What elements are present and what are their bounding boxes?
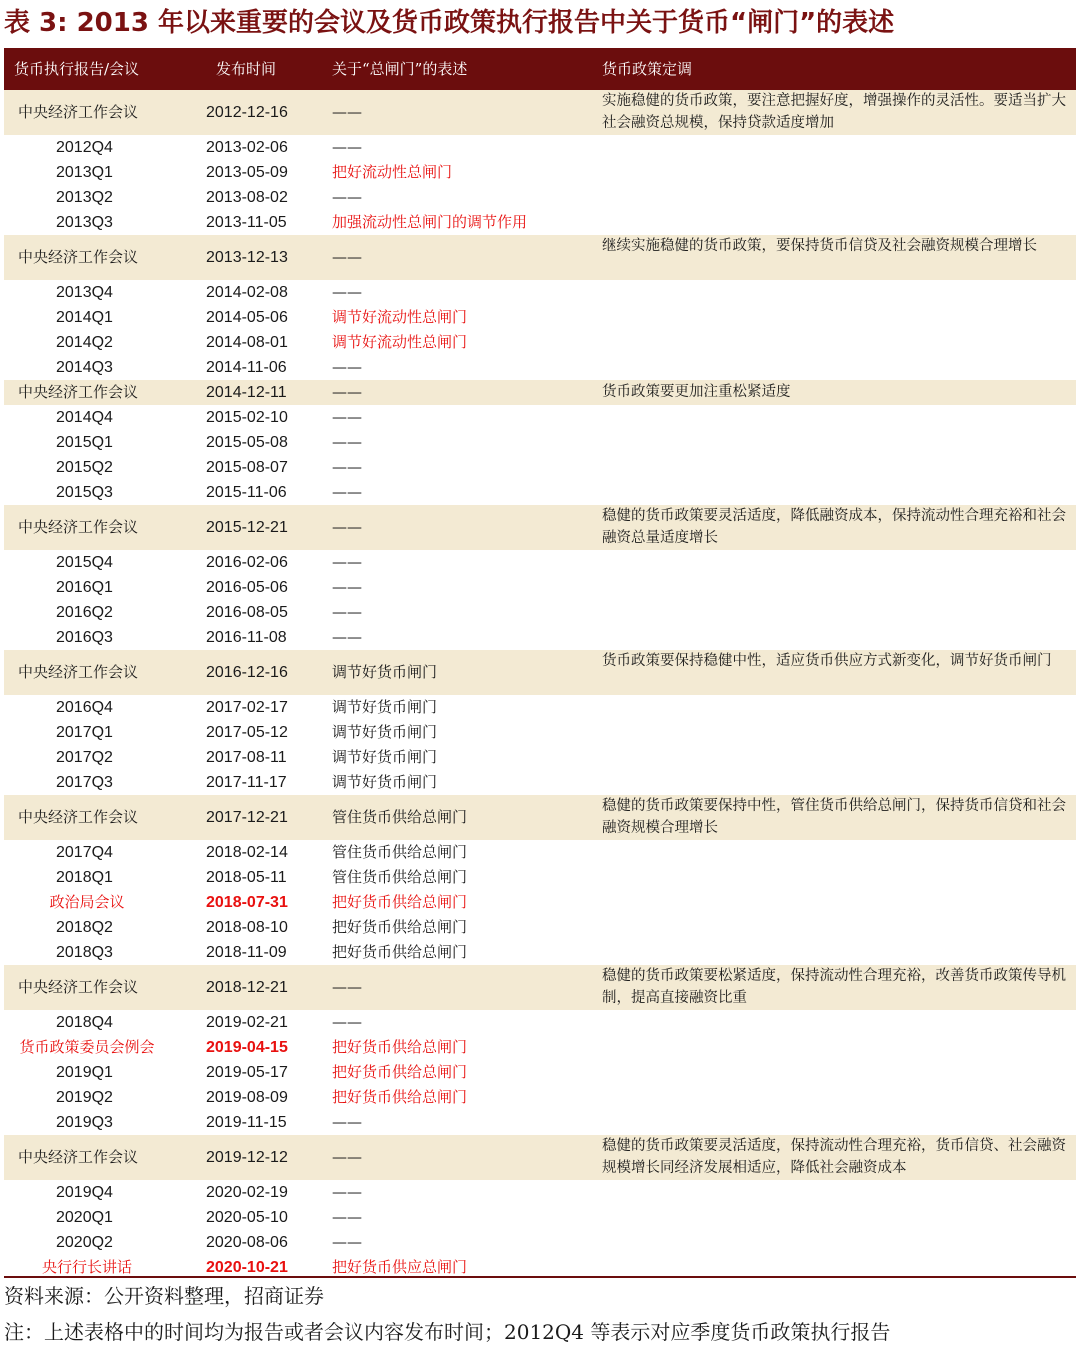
- row-date: 2017-08-11: [206, 749, 287, 766]
- row-date: 2015-12-21: [206, 519, 288, 536]
- row-date: 2014-11-06: [206, 359, 287, 376]
- row-name: 货币政策委员会例会: [19, 1038, 155, 1056]
- row-gate-statement: ——: [332, 1013, 362, 1031]
- row-name: 2018Q4: [56, 1014, 113, 1031]
- row-gate-statement: 管住货币供给总闸门: [332, 843, 468, 861]
- row-date: 2020-05-10: [206, 1209, 288, 1226]
- row-date: 2017-05-12: [206, 724, 288, 741]
- quarterly-report-row: [4, 455, 1076, 480]
- row-name: 2020Q1: [56, 1209, 113, 1226]
- quarterly-report-row: [4, 210, 1076, 235]
- row-gate-statement: 把好货币供给总闸门: [332, 943, 468, 961]
- quarterly-report-row: [4, 915, 1076, 940]
- quarterly-report-row: [4, 160, 1076, 185]
- row-name: 2017Q2: [56, 749, 113, 766]
- row-gate-statement: ——: [332, 1208, 362, 1226]
- row-name: 中央经济工作会议: [18, 383, 139, 401]
- row-gate-statement: 调节好流动性总闸门: [332, 308, 468, 326]
- row-date: 2016-12-16: [206, 664, 288, 681]
- row-name: 中央经济工作会议: [18, 248, 139, 266]
- row-date: 2017-12-21: [206, 809, 288, 826]
- row-name: 2016Q1: [56, 579, 113, 596]
- table-title: 表 3: 2013 年以来重要的会议及货币政策执行报告中关于货币“闸门”的表述: [4, 8, 895, 38]
- row-gate-statement: 把好货币供给总闸门: [332, 1088, 468, 1106]
- row-name: 2013Q1: [56, 164, 113, 181]
- quarterly-report-row: [4, 575, 1076, 600]
- row-gate-statement: ——: [332, 1113, 362, 1131]
- source-note: 资料来源：公开资料整理，招商证券: [4, 1284, 324, 1308]
- row-policy-tone: 稳健的货币政策要灵活适度，降低融资成本，保持流动性合理充裕和社会融资总量适度增长: [602, 508, 1066, 546]
- quarterly-report-row: [4, 1085, 1076, 1110]
- row-gate-statement: ——: [332, 138, 362, 156]
- special-event-row: [4, 890, 1076, 915]
- row-name: 中央经济工作会议: [18, 978, 139, 996]
- row-date: 2016-05-06: [206, 579, 288, 596]
- row-gate-statement: 把好流动性总闸门: [332, 163, 453, 181]
- row-date: 2019-05-17: [206, 1064, 288, 1081]
- row-date: 2017-11-17: [206, 774, 287, 791]
- row-date: 2018-12-21: [206, 979, 288, 996]
- row-gate-statement: 管住货币供给总闸门: [332, 808, 468, 826]
- row-name: 2017Q1: [56, 724, 113, 741]
- row-date: 2015-08-07: [206, 459, 288, 476]
- row-name: 央行行长讲话: [41, 1258, 132, 1276]
- row-date: 2018-11-09: [206, 944, 287, 961]
- footnote: 注：上述表格中的时间均为报告或者会议内容发布时间；2012Q4 等表示对应季度货币政策执行报告: [4, 1320, 891, 1344]
- policy-table: [4, 48, 1076, 1280]
- header-policy-tone: 货币政策定调: [602, 60, 693, 78]
- quarterly-report-row: [4, 330, 1076, 355]
- quarterly-report-row: [4, 770, 1076, 795]
- row-gate-statement: 把好货币供给总闸门: [332, 918, 468, 936]
- row-gate-statement: ——: [332, 603, 362, 621]
- row-gate-statement: ——: [332, 578, 362, 596]
- row-gate-statement: 加强流动性总闸门的调节作用: [332, 213, 528, 231]
- quarterly-report-row: [4, 840, 1076, 865]
- row-gate-statement: ——: [332, 978, 362, 996]
- row-name: 2014Q3: [56, 359, 113, 376]
- quarterly-report-row: [4, 865, 1076, 890]
- row-gate-statement: 把好货币供应总闸门: [332, 1258, 468, 1276]
- row-name: 2013Q3: [56, 214, 113, 231]
- conference-row: [4, 90, 1076, 135]
- row-gate-statement: ——: [332, 553, 362, 571]
- quarterly-report-row: [4, 1110, 1076, 1135]
- quarterly-report-row: [4, 940, 1076, 965]
- table-header: [4, 48, 1076, 90]
- quarterly-report-row: [4, 305, 1076, 330]
- row-gate-statement: 调节好货币闸门: [332, 773, 438, 791]
- row-name: 2016Q4: [56, 699, 113, 716]
- conference-row: [4, 1135, 1076, 1180]
- row-gate-statement: ——: [332, 1233, 362, 1251]
- row-date: 2016-02-06: [206, 554, 288, 571]
- row-date: 2013-12-13: [206, 249, 288, 266]
- row-gate-statement: 调节好货币闸门: [332, 748, 438, 766]
- header-release-date: 发布时间: [216, 60, 277, 78]
- header-gate-statement: 关于“总闸门”的表述: [332, 60, 468, 78]
- row-gate-statement: 调节好流动性总闸门: [332, 333, 468, 351]
- row-policy-tone: 货币政策要更加注重松紧适度: [602, 384, 791, 400]
- row-policy-tone: 稳健的货币政策要灵活适度，保持流动性合理充裕，货币信贷、社会融资规模增长同经济发展相适应，降低社会融资成本: [602, 1138, 1066, 1176]
- row-gate-statement: ——: [332, 283, 362, 301]
- row-gate-statement: 把好货币供给总闸门: [332, 1038, 468, 1056]
- conference-row: [4, 650, 1076, 695]
- row-name: 2012Q4: [56, 139, 113, 156]
- row-name: 中央经济工作会议: [18, 663, 139, 681]
- row-name: 2020Q2: [56, 1234, 113, 1251]
- row-date: 2014-08-01: [206, 334, 288, 351]
- row-gate-statement: 把好货币供给总闸门: [332, 893, 468, 911]
- row-name: 2013Q4: [56, 284, 113, 301]
- conference-row: [4, 965, 1076, 1010]
- row-date: 2018-02-14: [206, 844, 288, 861]
- row-name: 2017Q3: [56, 774, 113, 791]
- quarterly-report-row: [4, 1230, 1076, 1255]
- row-date: 2019-11-15: [206, 1114, 287, 1131]
- row-policy-tone: 继续实施稳健的货币政策，要保持货币信贷及社会融资规模合理增长: [602, 238, 1037, 254]
- row-gate-statement: 调节好货币闸门: [332, 698, 438, 716]
- row-date: 2016-11-08: [206, 629, 287, 646]
- row-name: 2015Q2: [56, 459, 113, 476]
- conference-row: [4, 795, 1076, 840]
- row-name: 2014Q1: [56, 309, 113, 326]
- row-date: 2016-08-05: [206, 604, 288, 621]
- quarterly-report-row: [4, 430, 1076, 455]
- row-date: 2018-07-31: [206, 894, 288, 911]
- quarterly-report-row: [4, 1060, 1076, 1085]
- quarterly-report-row: [4, 1180, 1076, 1205]
- row-gate-statement: ——: [332, 408, 362, 426]
- row-date: 2013-02-06: [206, 139, 288, 156]
- row-name: 2019Q4: [56, 1184, 113, 1201]
- row-name: 2015Q1: [56, 434, 113, 451]
- row-date: 2020-10-21: [206, 1259, 288, 1276]
- conference-row: [4, 235, 1076, 280]
- header-report-meeting: 货币执行报告/会议: [14, 60, 140, 78]
- row-gate-statement: ——: [332, 518, 362, 536]
- row-gate-statement: 管住货币供给总闸门: [332, 868, 468, 886]
- quarterly-report-row: [4, 185, 1076, 210]
- row-name: 中央经济工作会议: [18, 808, 139, 826]
- row-gate-statement: ——: [332, 483, 362, 501]
- row-name: 2019Q1: [56, 1064, 113, 1081]
- row-date: 2020-02-19: [206, 1184, 288, 1201]
- row-date: 2019-02-21: [206, 1014, 288, 1031]
- table-body: [4, 90, 1076, 1280]
- row-date: 2014-02-08: [206, 284, 288, 301]
- row-name: 政治局会议: [49, 893, 125, 911]
- quarterly-report-row: [4, 1010, 1076, 1035]
- row-name: 2014Q4: [56, 409, 113, 426]
- row-date: 2014-05-06: [206, 309, 288, 326]
- row-gate-statement: 把好货币供给总闸门: [332, 1063, 468, 1081]
- row-gate-statement: ——: [332, 458, 362, 476]
- quarterly-report-row: [4, 550, 1076, 575]
- row-gate-statement: ——: [332, 433, 362, 451]
- row-date: 2014-12-11: [206, 384, 287, 401]
- row-date: 2013-11-05: [206, 214, 287, 231]
- row-gate-statement: ——: [332, 358, 362, 376]
- row-date: 2013-05-09: [206, 164, 288, 181]
- row-date: 2018-05-11: [206, 869, 287, 886]
- row-gate-statement: ——: [332, 188, 362, 206]
- row-date: 2017-02-17: [206, 699, 288, 716]
- quarterly-report-row: [4, 135, 1076, 160]
- row-date: 2015-11-06: [206, 484, 287, 501]
- conference-row: [4, 505, 1076, 550]
- row-date: 2018-08-10: [206, 919, 288, 936]
- row-gate-statement: ——: [332, 248, 362, 266]
- row-gate-statement: 调节好货币闸门: [332, 663, 438, 681]
- quarterly-report-row: [4, 695, 1076, 720]
- row-date: 2012-12-16: [206, 104, 288, 121]
- conference-row: [4, 380, 1076, 405]
- row-name: 2014Q2: [56, 334, 113, 351]
- row-name: 2019Q3: [56, 1114, 113, 1131]
- row-date: 2019-04-15: [206, 1039, 288, 1056]
- row-name: 2015Q4: [56, 554, 113, 571]
- row-date: 2013-08-02: [206, 189, 288, 206]
- quarterly-report-row: [4, 1205, 1076, 1230]
- quarterly-report-row: [4, 625, 1076, 650]
- row-name: 2017Q4: [56, 844, 113, 861]
- row-name: 2016Q3: [56, 629, 113, 646]
- row-gate-statement: ——: [332, 628, 362, 646]
- quarterly-report-row: [4, 600, 1076, 625]
- row-name: 2018Q3: [56, 944, 113, 961]
- row-name: 2018Q1: [56, 869, 113, 886]
- row-name: 2019Q2: [56, 1089, 113, 1106]
- row-name: 中央经济工作会议: [18, 1148, 139, 1166]
- row-gate-statement: ——: [332, 103, 362, 121]
- quarterly-report-row: [4, 720, 1076, 745]
- row-date: 2020-08-06: [206, 1234, 288, 1251]
- row-name: 2018Q2: [56, 919, 113, 936]
- row-name: 中央经济工作会议: [18, 518, 139, 536]
- row-policy-tone: 稳健的货币政策要松紧适度，保持流动性合理充裕，改善货币政策传导机制，提高直接融资比重: [602, 968, 1066, 1006]
- row-gate-statement: ——: [332, 1183, 362, 1201]
- row-name: 中央经济工作会议: [18, 103, 139, 121]
- row-name: 2015Q3: [56, 484, 113, 501]
- row-gate-statement: ——: [332, 383, 362, 401]
- row-policy-tone: 实施稳健的货币政策，要注意把握好度，增强操作的灵活性。要适当扩大社会融资总规模，保持贷款适度增加: [602, 93, 1066, 131]
- row-gate-statement: 调节好货币闸门: [332, 723, 438, 741]
- row-name: 2013Q2: [56, 189, 113, 206]
- quarterly-report-row: [4, 480, 1076, 505]
- row-gate-statement: ——: [332, 1148, 362, 1166]
- table-footer: [4, 1276, 1076, 1350]
- row-date: 2019-08-09: [206, 1089, 288, 1106]
- quarterly-report-row: [4, 745, 1076, 770]
- quarterly-report-row: [4, 355, 1076, 380]
- quarterly-report-row: [4, 405, 1076, 430]
- row-policy-tone: 稳健的货币政策要保持中性，管住货币供给总闸门，保持货币信贷和社会融资规模合理增长: [602, 798, 1066, 836]
- row-date: 2019-12-12: [206, 1149, 288, 1166]
- special-event-row: [4, 1035, 1076, 1060]
- row-date: 2015-02-10: [206, 409, 288, 426]
- row-policy-tone: 货币政策要保持稳健中性，适应货币供应方式新变化，调节好货币闸门: [602, 653, 1052, 669]
- quarterly-report-row: [4, 280, 1076, 305]
- row-name: 2016Q2: [56, 604, 113, 621]
- row-date: 2015-05-08: [206, 434, 288, 451]
